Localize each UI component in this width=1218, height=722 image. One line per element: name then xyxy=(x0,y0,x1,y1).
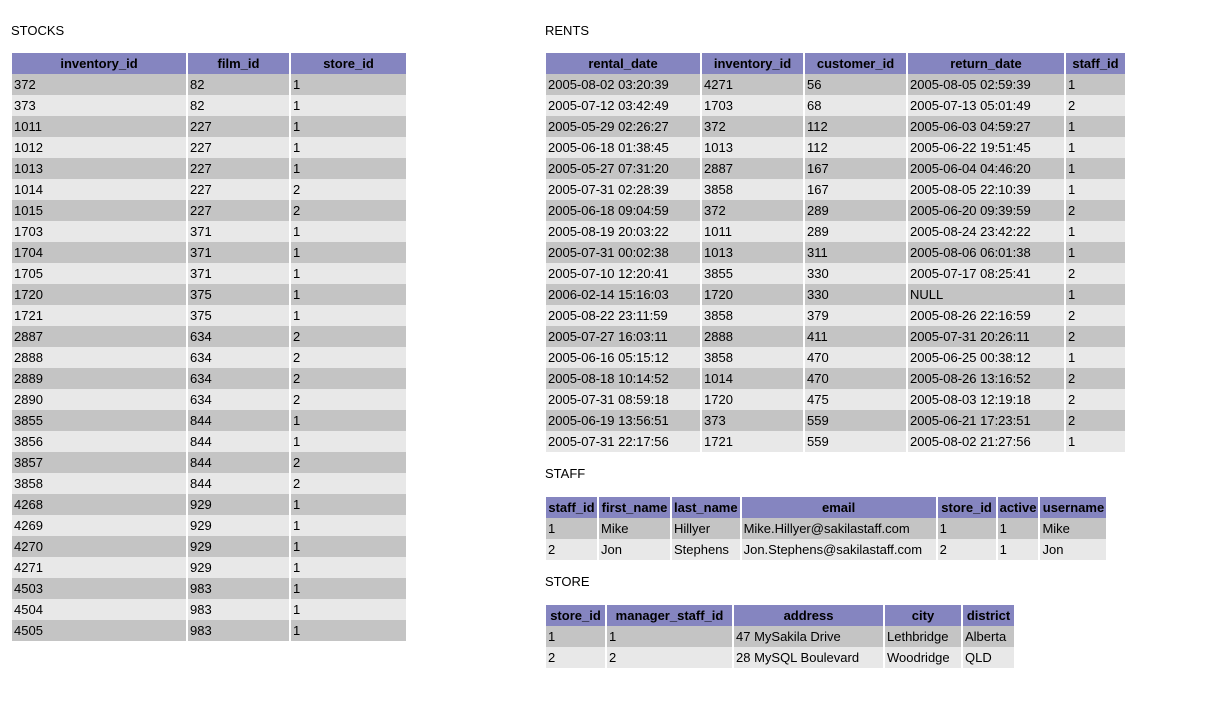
table-cell-staff-id: 1 xyxy=(1066,179,1125,200)
table-cell-staff-id: 1 xyxy=(1066,242,1125,263)
table-cell-staff-id: 2 xyxy=(546,539,597,560)
table-row xyxy=(12,473,406,494)
table-cell-inventory-id: 3855 xyxy=(12,410,186,431)
table-cell-store-id: 2 xyxy=(291,452,406,473)
table-cell-inventory-id: 4505 xyxy=(12,620,186,641)
table-cell-customer-id: 411 xyxy=(805,326,906,347)
table-cell-inventory-id: 2890 xyxy=(12,389,186,410)
table-row xyxy=(546,221,1125,242)
table-row xyxy=(546,431,1125,452)
table-cell-store-id: 2 xyxy=(291,179,406,200)
table-cell-inventory-id: 372 xyxy=(702,116,803,137)
table-row xyxy=(546,200,1125,221)
table-row xyxy=(546,518,1106,539)
table-cell-customer-id: 112 xyxy=(805,137,906,158)
table-cell-inventory-id: 1703 xyxy=(12,221,186,242)
table-cell-film-id: 929 xyxy=(188,557,289,578)
table-cell-staff-id: 2 xyxy=(1066,263,1125,284)
table-cell-return-date: NULL xyxy=(908,284,1064,305)
table-cell-customer-id: 470 xyxy=(805,368,906,389)
table-row xyxy=(12,620,406,641)
table-cell-active: 1 xyxy=(998,518,1039,539)
table-row xyxy=(12,158,406,179)
table-cell-return-date: 2005-06-25 00:38:12 xyxy=(908,347,1064,368)
table-cell-inventory-id: 4269 xyxy=(12,515,186,536)
table-cell-film-id: 371 xyxy=(188,242,289,263)
table-cell-inventory-id: 1705 xyxy=(12,263,186,284)
table-row xyxy=(546,368,1125,389)
staff-table xyxy=(544,497,1108,560)
table-cell-store-id: 2 xyxy=(291,368,406,389)
column-header-email: email xyxy=(742,497,936,518)
column-header-inventory-id: inventory_id xyxy=(12,53,186,74)
table-row xyxy=(12,389,406,410)
table-cell-address: 28 MySQL Boulevard xyxy=(734,647,883,668)
column-header-district: district xyxy=(963,605,1014,626)
table-cell-store-id: 1 xyxy=(291,620,406,641)
column-header-inventory-id: inventory_id xyxy=(702,53,803,74)
table-cell-film-id: 227 xyxy=(188,137,289,158)
table-cell-customer-id: 167 xyxy=(805,179,906,200)
table-cell-rental-date: 2005-06-18 01:38:45 xyxy=(546,137,700,158)
table-cell-store-id: 1 xyxy=(291,536,406,557)
table-cell-store-id: 1 xyxy=(291,137,406,158)
table-cell-rental-date: 2005-06-19 13:56:51 xyxy=(546,410,700,431)
column-header-return-date: return_date xyxy=(908,53,1064,74)
table-cell-return-date: 2005-08-24 23:42:22 xyxy=(908,221,1064,242)
column-header-film-id: film_id xyxy=(188,53,289,74)
table-cell-email: Jon.Stephens@sakilastaff.com xyxy=(742,539,936,560)
table-cell-rental-date: 2005-07-31 08:59:18 xyxy=(546,389,700,410)
table-cell-city: Lethbridge xyxy=(885,626,961,647)
rents-header-row xyxy=(546,53,1125,74)
table-cell-return-date: 2005-08-05 02:59:39 xyxy=(908,74,1064,95)
column-header-store-id: store_id xyxy=(291,53,406,74)
table-cell-rental-date: 2005-08-19 20:03:22 xyxy=(546,221,700,242)
table-cell-inventory-id: 3858 xyxy=(702,179,803,200)
staff-header-row xyxy=(546,497,1106,518)
table-row xyxy=(12,347,406,368)
table-cell-staff-id: 1 xyxy=(1066,158,1125,179)
table-cell-film-id: 227 xyxy=(188,179,289,200)
column-header-staff-id: staff_id xyxy=(1066,53,1125,74)
table-cell-inventory-id: 3858 xyxy=(702,305,803,326)
table-cell-rental-date: 2005-08-18 10:14:52 xyxy=(546,368,700,389)
table-cell-store-id: 1 xyxy=(291,221,406,242)
table-cell-return-date: 2005-06-21 17:23:51 xyxy=(908,410,1064,431)
table-row xyxy=(546,95,1125,116)
table-cell-return-date: 2005-08-03 12:19:18 xyxy=(908,389,1064,410)
table-cell-store-id: 1 xyxy=(291,158,406,179)
table-row xyxy=(12,74,406,95)
table-cell-customer-id: 68 xyxy=(805,95,906,116)
table-cell-staff-id: 1 xyxy=(1066,347,1125,368)
table-cell-staff-id: 2 xyxy=(1066,368,1125,389)
table-cell-film-id: 844 xyxy=(188,452,289,473)
table-cell-store-id: 1 xyxy=(291,263,406,284)
table-cell-inventory-id: 2888 xyxy=(12,347,186,368)
column-header-rental-date: rental_date xyxy=(546,53,700,74)
table-cell-film-id: 929 xyxy=(188,536,289,557)
table-row xyxy=(546,179,1125,200)
table-cell-store-id: 2 xyxy=(291,326,406,347)
table-cell-staff-id: 1 xyxy=(1066,116,1125,137)
table-row xyxy=(12,242,406,263)
table-cell-customer-id: 112 xyxy=(805,116,906,137)
table-cell-inventory-id: 1014 xyxy=(12,179,186,200)
table-cell-customer-id: 470 xyxy=(805,347,906,368)
table-cell-film-id: 227 xyxy=(188,116,289,137)
table-cell-rental-date: 2005-07-10 12:20:41 xyxy=(546,263,700,284)
table-row xyxy=(12,95,406,116)
column-header-city: city xyxy=(885,605,961,626)
column-header-address: address xyxy=(734,605,883,626)
table-cell-film-id: 844 xyxy=(188,410,289,431)
table-cell-store-id: 1 xyxy=(546,626,605,647)
table-cell-inventory-id: 1704 xyxy=(12,242,186,263)
table-row xyxy=(546,305,1125,326)
table-cell-first-name: Mike xyxy=(599,518,670,539)
table-cell-rental-date: 2005-08-22 23:11:59 xyxy=(546,305,700,326)
stocks-header-row xyxy=(12,53,406,74)
table-cell-return-date: 2005-06-20 09:39:59 xyxy=(908,200,1064,221)
table-cell-store-id: 2 xyxy=(291,389,406,410)
table-cell-return-date: 2005-08-26 22:16:59 xyxy=(908,305,1064,326)
table-cell-inventory-id: 1720 xyxy=(12,284,186,305)
table-row xyxy=(546,74,1125,95)
table-cell-inventory-id: 4268 xyxy=(12,494,186,515)
table-cell-staff-id: 1 xyxy=(546,518,597,539)
column-header-first-name: first_name xyxy=(599,497,670,518)
table-cell-inventory-id: 1721 xyxy=(702,431,803,452)
table-cell-inventory-id: 4270 xyxy=(12,536,186,557)
table-cell-film-id: 82 xyxy=(188,95,289,116)
column-header-username: username xyxy=(1040,497,1106,518)
table-row xyxy=(12,578,406,599)
table-cell-staff-id: 2 xyxy=(1066,389,1125,410)
table-cell-staff-id: 2 xyxy=(1066,410,1125,431)
table-cell-film-id: 634 xyxy=(188,368,289,389)
table-cell-city: Woodridge xyxy=(885,647,961,668)
table-cell-film-id: 983 xyxy=(188,578,289,599)
table-cell-store-id: 1 xyxy=(291,515,406,536)
table-cell-store-id: 1 xyxy=(291,242,406,263)
table-cell-store-id: 1 xyxy=(291,95,406,116)
stocks-caption: STOCKS xyxy=(11,23,65,38)
table-cell-inventory-id: 1013 xyxy=(702,242,803,263)
table-cell-customer-id: 56 xyxy=(805,74,906,95)
table-cell-inventory-id: 3858 xyxy=(12,473,186,494)
column-header-active: active xyxy=(998,497,1039,518)
table-cell-staff-id: 2 xyxy=(1066,95,1125,116)
table-cell-inventory-id: 1014 xyxy=(702,368,803,389)
table-cell-store-id: 1 xyxy=(938,518,996,539)
table-cell-film-id: 844 xyxy=(188,431,289,452)
table-row xyxy=(12,137,406,158)
table-cell-inventory-id: 1015 xyxy=(12,200,186,221)
table-cell-film-id: 929 xyxy=(188,494,289,515)
table-cell-film-id: 983 xyxy=(188,620,289,641)
table-cell-inventory-id: 1011 xyxy=(12,116,186,137)
table-row xyxy=(12,368,406,389)
table-cell-customer-id: 311 xyxy=(805,242,906,263)
rents-table xyxy=(544,53,1127,452)
table-cell-active: 1 xyxy=(998,539,1039,560)
table-row xyxy=(12,599,406,620)
store-table xyxy=(544,605,1016,668)
table-cell-rental-date: 2005-06-16 05:15:12 xyxy=(546,347,700,368)
table-cell-film-id: 634 xyxy=(188,326,289,347)
table-cell-inventory-id: 1720 xyxy=(702,389,803,410)
table-cell-manager-staff-id: 1 xyxy=(607,626,732,647)
table-cell-rental-date: 2005-07-31 02:28:39 xyxy=(546,179,700,200)
table-cell-store-id: 1 xyxy=(291,410,406,431)
table-cell-staff-id: 2 xyxy=(1066,200,1125,221)
table-row xyxy=(12,284,406,305)
table-cell-staff-id: 1 xyxy=(1066,137,1125,158)
table-cell-inventory-id: 2887 xyxy=(12,326,186,347)
table-cell-inventory-id: 1011 xyxy=(702,221,803,242)
table-cell-inventory-id: 372 xyxy=(702,200,803,221)
table-cell-email: Mike.Hillyer@sakilastaff.com xyxy=(742,518,936,539)
table-row xyxy=(546,116,1125,137)
table-row xyxy=(12,179,406,200)
table-cell-store-id: 2 xyxy=(546,647,605,668)
table-cell-customer-id: 167 xyxy=(805,158,906,179)
table-cell-film-id: 844 xyxy=(188,473,289,494)
table-cell-film-id: 983 xyxy=(188,599,289,620)
table-cell-film-id: 227 xyxy=(188,200,289,221)
table-cell-rental-date: 2005-07-31 22:17:56 xyxy=(546,431,700,452)
table-row xyxy=(546,626,1014,647)
table-cell-return-date: 2005-08-06 06:01:38 xyxy=(908,242,1064,263)
table-cell-username: Mike xyxy=(1040,518,1106,539)
table-cell-inventory-id: 4271 xyxy=(12,557,186,578)
table-cell-inventory-id: 3856 xyxy=(12,431,186,452)
table-cell-store-id: 2 xyxy=(291,473,406,494)
table-cell-rental-date: 2005-07-31 00:02:38 xyxy=(546,242,700,263)
table-cell-rental-date: 2005-05-27 07:31:20 xyxy=(546,158,700,179)
table-cell-inventory-id: 1720 xyxy=(702,284,803,305)
table-cell-inventory-id: 3855 xyxy=(702,263,803,284)
table-cell-inventory-id: 4271 xyxy=(702,74,803,95)
table-row xyxy=(12,494,406,515)
table-cell-inventory-id: 373 xyxy=(12,95,186,116)
store-caption: STORE xyxy=(545,574,590,589)
table-cell-store-id: 1 xyxy=(291,116,406,137)
table-cell-return-date: 2005-08-26 13:16:52 xyxy=(908,368,1064,389)
table-cell-store-id: 1 xyxy=(291,494,406,515)
table-cell-inventory-id: 1012 xyxy=(12,137,186,158)
table-cell-store-id: 2 xyxy=(291,347,406,368)
column-header-store-id: store_id xyxy=(546,605,605,626)
table-cell-store-id: 1 xyxy=(291,599,406,620)
table-row xyxy=(12,221,406,242)
table-row xyxy=(12,116,406,137)
table-cell-customer-id: 475 xyxy=(805,389,906,410)
table-cell-store-id: 1 xyxy=(291,431,406,452)
table-row xyxy=(546,647,1014,668)
table-cell-staff-id: 1 xyxy=(1066,221,1125,242)
table-row xyxy=(12,263,406,284)
table-row xyxy=(546,326,1125,347)
table-row xyxy=(546,347,1125,368)
table-cell-manager-staff-id: 2 xyxy=(607,647,732,668)
table-cell-staff-id: 1 xyxy=(1066,284,1125,305)
table-cell-return-date: 2005-07-13 05:01:49 xyxy=(908,95,1064,116)
table-cell-customer-id: 330 xyxy=(805,263,906,284)
table-cell-customer-id: 559 xyxy=(805,410,906,431)
table-cell-rental-date: 2005-06-18 09:04:59 xyxy=(546,200,700,221)
table-cell-address: 47 MySakila Drive xyxy=(734,626,883,647)
table-cell-rental-date: 2005-05-29 02:26:27 xyxy=(546,116,700,137)
table-row xyxy=(546,410,1125,431)
table-cell-film-id: 371 xyxy=(188,221,289,242)
table-row xyxy=(546,242,1125,263)
table-cell-first-name: Jon xyxy=(599,539,670,560)
table-cell-rental-date: 2006-02-14 15:16:03 xyxy=(546,284,700,305)
table-cell-film-id: 82 xyxy=(188,74,289,95)
table-cell-inventory-id: 4503 xyxy=(12,578,186,599)
table-cell-film-id: 371 xyxy=(188,263,289,284)
table-cell-last-name: Stephens xyxy=(672,539,740,560)
table-cell-return-date: 2005-06-22 19:51:45 xyxy=(908,137,1064,158)
table-cell-customer-id: 289 xyxy=(805,221,906,242)
table-row xyxy=(12,326,406,347)
table-cell-store-id: 1 xyxy=(291,578,406,599)
table-row xyxy=(546,539,1106,560)
stocks-table xyxy=(10,53,408,641)
table-cell-film-id: 375 xyxy=(188,284,289,305)
table-cell-store-id: 2 xyxy=(938,539,996,560)
table-cell-inventory-id: 1703 xyxy=(702,95,803,116)
table-cell-inventory-id: 2889 xyxy=(12,368,186,389)
table-cell-return-date: 2005-06-04 04:46:20 xyxy=(908,158,1064,179)
table-cell-store-id: 1 xyxy=(291,305,406,326)
table-cell-return-date: 2005-08-05 22:10:39 xyxy=(908,179,1064,200)
column-header-store-id: store_id xyxy=(938,497,996,518)
staff-caption: STAFF xyxy=(545,466,586,481)
column-header-manager-staff-id: manager_staff_id xyxy=(607,605,732,626)
table-cell-inventory-id: 2888 xyxy=(702,326,803,347)
table-cell-inventory-id: 3857 xyxy=(12,452,186,473)
table-cell-store-id: 1 xyxy=(291,74,406,95)
table-cell-customer-id: 559 xyxy=(805,431,906,452)
table-cell-film-id: 634 xyxy=(188,347,289,368)
table-row xyxy=(546,284,1125,305)
table-cell-store-id: 2 xyxy=(291,200,406,221)
table-row xyxy=(546,263,1125,284)
column-header-customer-id: customer_id xyxy=(805,53,906,74)
table-cell-film-id: 634 xyxy=(188,389,289,410)
table-cell-store-id: 1 xyxy=(291,557,406,578)
table-row xyxy=(12,515,406,536)
table-cell-inventory-id: 372 xyxy=(12,74,186,95)
table-row xyxy=(546,389,1125,410)
table-row xyxy=(546,158,1125,179)
table-cell-inventory-id: 2887 xyxy=(702,158,803,179)
table-cell-username: Jon xyxy=(1040,539,1106,560)
table-cell-staff-id: 2 xyxy=(1066,305,1125,326)
table-cell-district: QLD xyxy=(963,647,1014,668)
table-cell-customer-id: 330 xyxy=(805,284,906,305)
table-cell-district: Alberta xyxy=(963,626,1014,647)
table-cell-rental-date: 2005-07-27 16:03:11 xyxy=(546,326,700,347)
table-row xyxy=(546,137,1125,158)
column-header-last-name: last_name xyxy=(672,497,740,518)
rents-caption: RENTS xyxy=(545,23,590,38)
table-cell-return-date: 2005-06-03 04:59:27 xyxy=(908,116,1064,137)
table-row xyxy=(12,410,406,431)
store-header-row xyxy=(546,605,1014,626)
table-row xyxy=(12,431,406,452)
table-cell-store-id: 1 xyxy=(291,284,406,305)
table-cell-customer-id: 379 xyxy=(805,305,906,326)
table-cell-staff-id: 1 xyxy=(1066,431,1125,452)
table-cell-film-id: 929 xyxy=(188,515,289,536)
table-row xyxy=(12,557,406,578)
table-row xyxy=(12,200,406,221)
table-cell-inventory-id: 3858 xyxy=(702,347,803,368)
table-row xyxy=(12,536,406,557)
table-cell-staff-id: 2 xyxy=(1066,326,1125,347)
table-cell-return-date: 2005-08-02 21:27:56 xyxy=(908,431,1064,452)
table-cell-return-date: 2005-07-17 08:25:41 xyxy=(908,263,1064,284)
table-cell-inventory-id: 4504 xyxy=(12,599,186,620)
table-cell-inventory-id: 1721 xyxy=(12,305,186,326)
table-cell-inventory-id: 1013 xyxy=(12,158,186,179)
table-cell-rental-date: 2005-08-02 03:20:39 xyxy=(546,74,700,95)
column-header-staff-id: staff_id xyxy=(546,497,597,518)
table-cell-customer-id: 289 xyxy=(805,200,906,221)
table-row xyxy=(12,305,406,326)
table-row xyxy=(12,452,406,473)
table-cell-last-name: Hillyer xyxy=(672,518,740,539)
table-cell-film-id: 227 xyxy=(188,158,289,179)
table-cell-rental-date: 2005-07-12 03:42:49 xyxy=(546,95,700,116)
table-cell-inventory-id: 373 xyxy=(702,410,803,431)
table-cell-return-date: 2005-07-31 20:26:11 xyxy=(908,326,1064,347)
table-cell-inventory-id: 1013 xyxy=(702,137,803,158)
table-cell-staff-id: 1 xyxy=(1066,74,1125,95)
table-cell-film-id: 375 xyxy=(188,305,289,326)
